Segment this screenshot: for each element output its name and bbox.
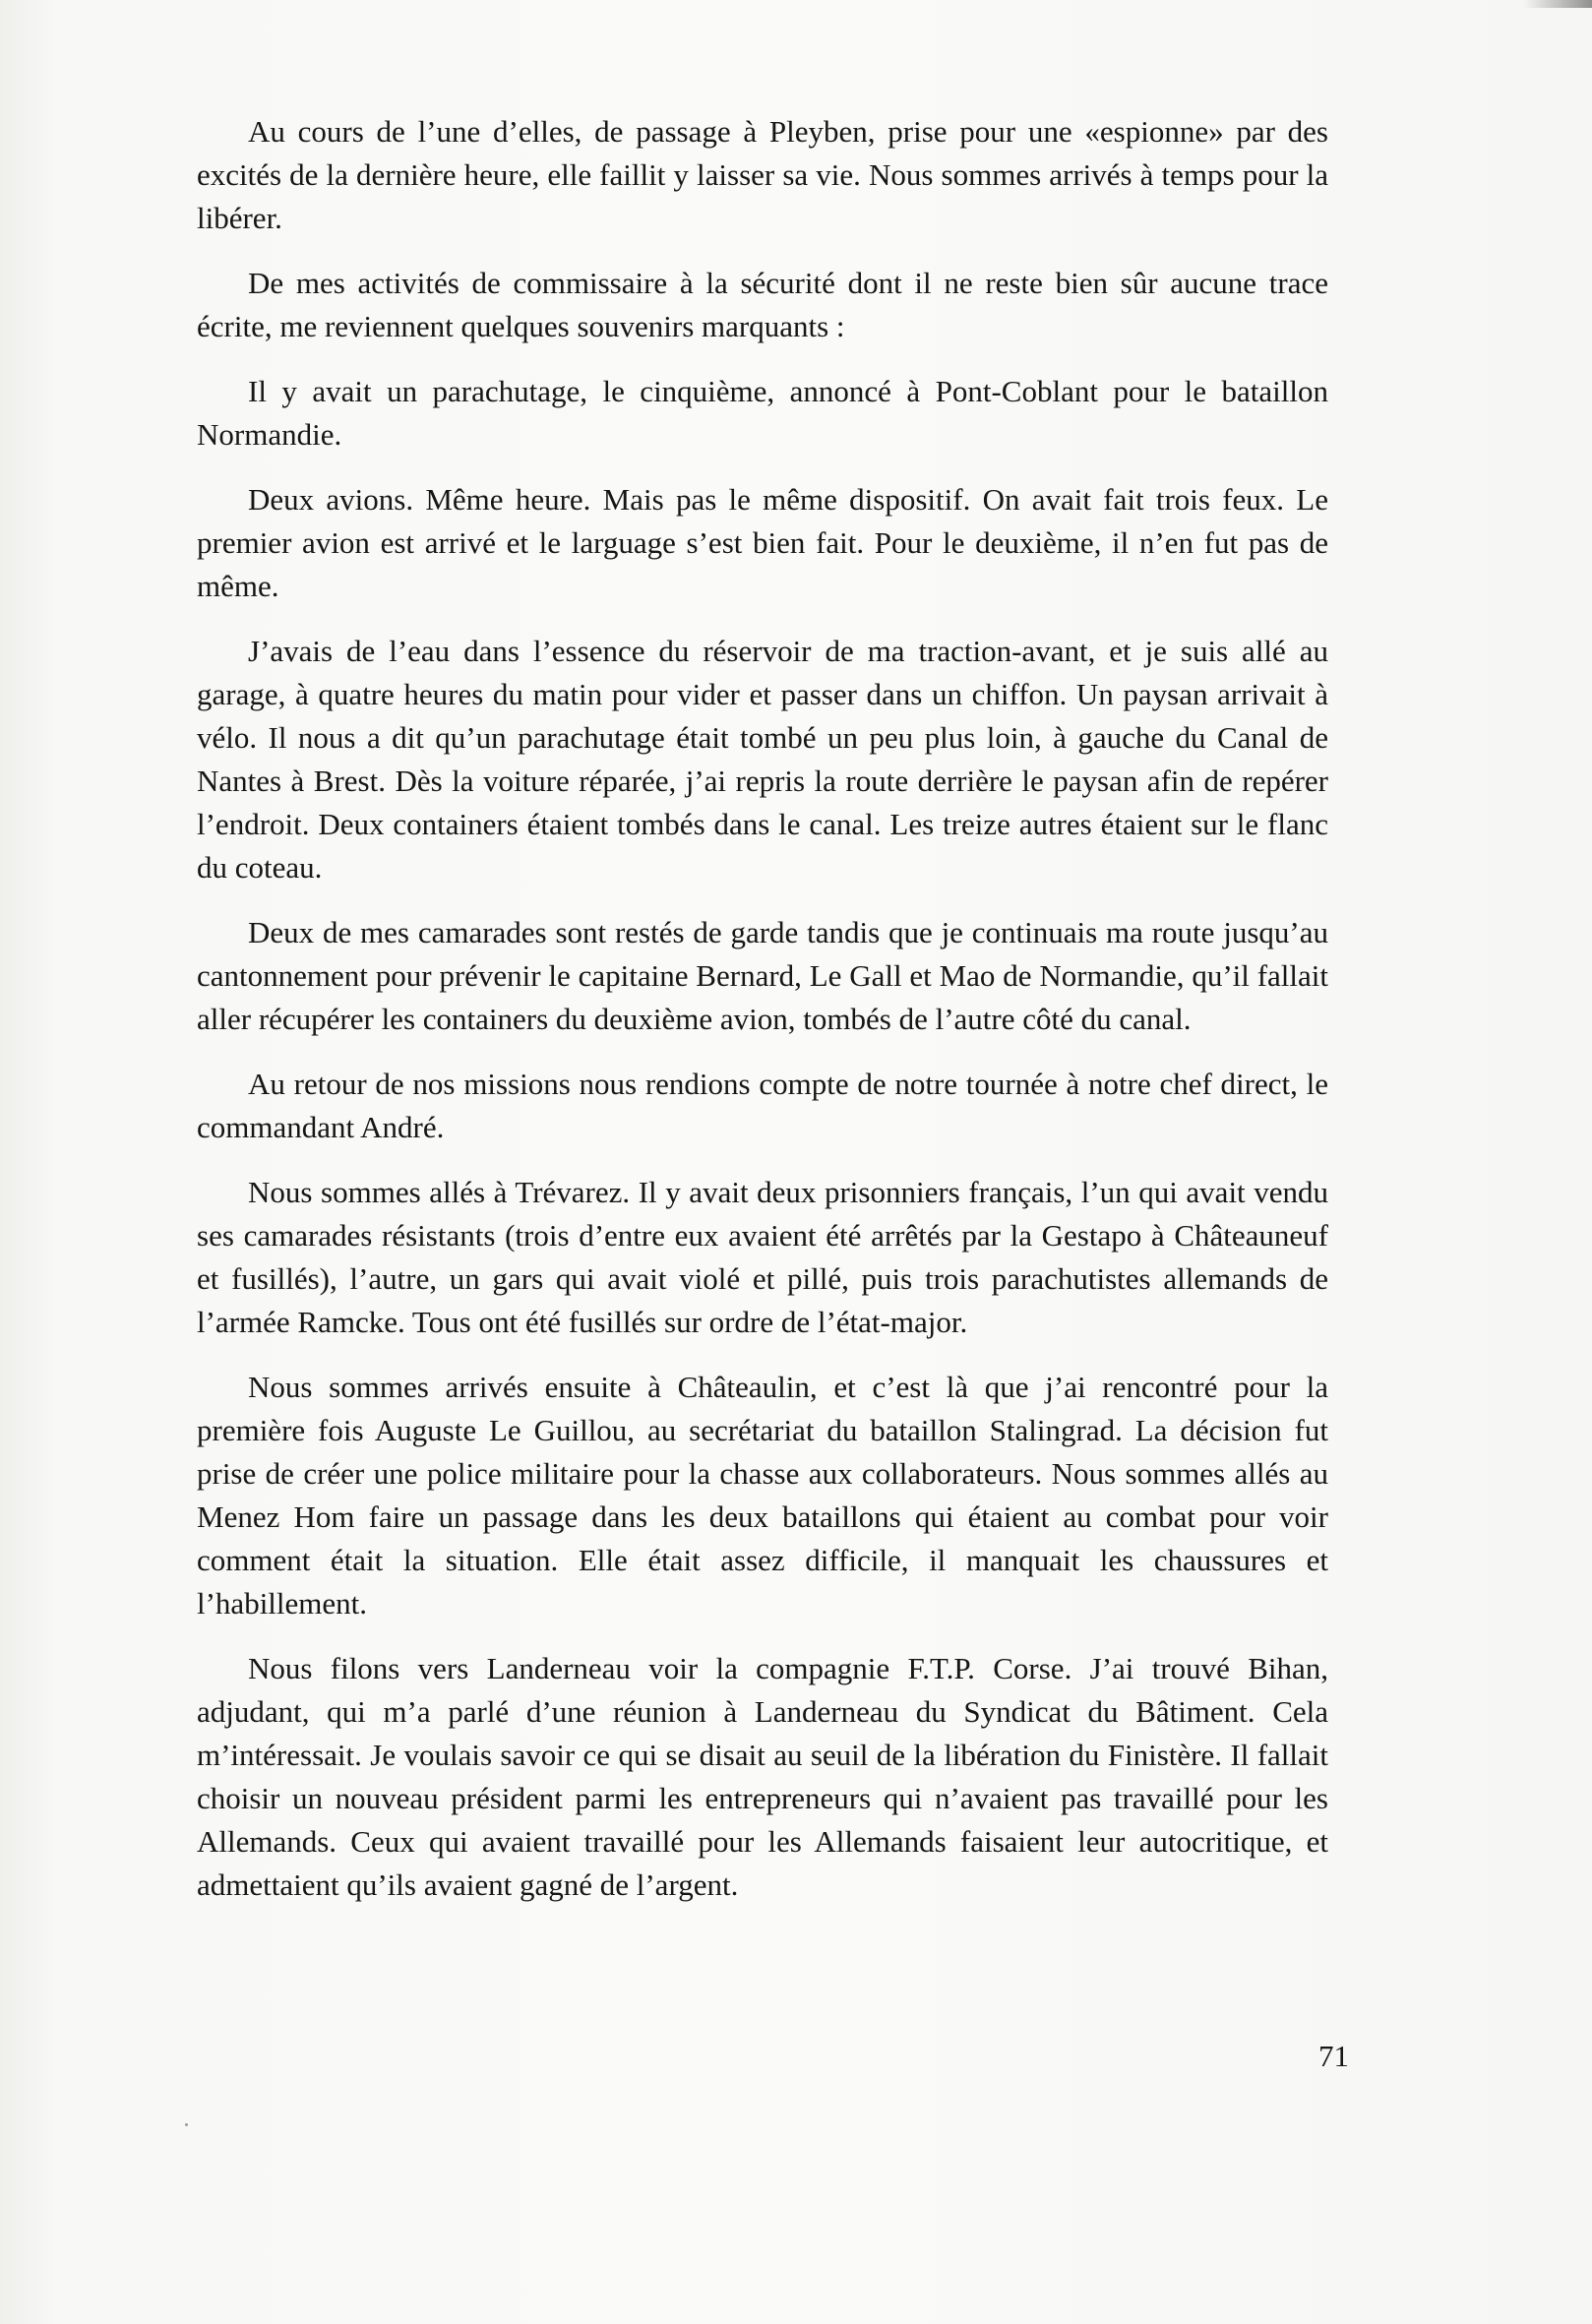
- paragraph: J’avais de l’eau dans l’essence du réservoir de ma traction-avant, et je suis allé au garage, à quatre heures du matin pour vider et passer dans un chiffon. Un paysan arrivait à vélo. Il nous a dit qu’un parachutage était tombé un peu plus loin, à gauche du Canal de Nantes à Brest. Dès la voiture réparée, j’ai repris la route derrière le paysan afin de repérer l’endroit. Deux containers étaient tombés dans le canal. Les treize autres étaient sur le flanc du coteau.: [197, 634, 1328, 885]
- paragraph: Nous filons vers Landerneau voir la compagnie F.T.P. Corse. J’ai trouvé Bihan, adjudant, qui m’a parlé d’une réunion à Landerneau du Syndicat du Bâtiment. Cela m’intéressait. Je voulais savoir ce qui se disait au seuil de la libération du Finistère. Il fallait choisir un nouveau président parmi les entrepreneurs qui n’avaient pas travaillé pour les Allemands. Ceux qui avaient travaillé pour les Allemands faisaient leur autocritique, et admettaient qu’ils avaient gagné de l’argent.: [197, 1651, 1328, 1902]
- paragraph: Au cours de l’une d’elles, de passage à Pleyben, prise pour une «espionne» par des excités de la dernière heure, elle faillit y laisser sa vie. Nous sommes arrivés à temps pour la libérer.: [197, 114, 1328, 235]
- paragraph: Au retour de nos missions nous rendions compte de notre tournée à notre chef direct, le commandant André.: [197, 1067, 1328, 1144]
- paragraph: Deux de mes camarades sont restés de garde tandis que je continuais ma route jusqu’au cantonnement pour prévenir le capitaine Bernard, Le Gall et Mao de Normandie, qu’il fallait aller récupérer les containers du deuxième avion, tombés de l’autre côté du canal.: [197, 915, 1328, 1036]
- paragraph: Il y avait un parachutage, le cinquième, annoncé à Pont-Coblant pour le bataillon Normandie.: [197, 374, 1328, 452]
- scan-speck: [185, 2123, 188, 2126]
- paragraph: Nous sommes allés à Trévarez. Il y avait deux prisonniers français, l’un qui avait vendu ses camarades résistants (trois d’entre eux avaient été arrêtés par la Gestapo à Châteauneuf et fusillés), l’autre, un gars qui avait violé et pillé, puis trois parachutistes allemands de l’armée Ramcke. Tous ont été fusillés sur ordre de l’état-major.: [197, 1175, 1328, 1339]
- body-text: [197, 110, 1328, 1928]
- scan-edge-mark: [1523, 0, 1592, 8]
- paragraph: Deux avions. Même heure. Mais pas le même dispositif. On avait fait trois feux. Le premier avion est arrivé et le larguage s’est bien fait. Pour le deuxième, il n’en fut pas de même.: [197, 482, 1328, 603]
- page-number: 71: [1318, 2039, 1349, 2073]
- paragraph: Nous sommes arrivés ensuite à Châteaulin, et c’est là que j’ai rencontré pour la première fois Auguste Le Guillou, au secrétariat du bataillon Stalingrad. La décision fut prise de créer une police militaire pour la chasse aux collaborateurs. Nous sommes allés au Menez Hom faire un passage dans les deux bataillons qui étaient au combat pour voir comment était la situation. Elle était assez difficile, il manquait les chaussures et l’habillement.: [197, 1370, 1328, 1621]
- paragraph: De mes activités de commissaire à la sécurité dont il ne reste bien sûr aucune trace écrite, me reviennent quelques souvenirs marquants :: [197, 266, 1328, 343]
